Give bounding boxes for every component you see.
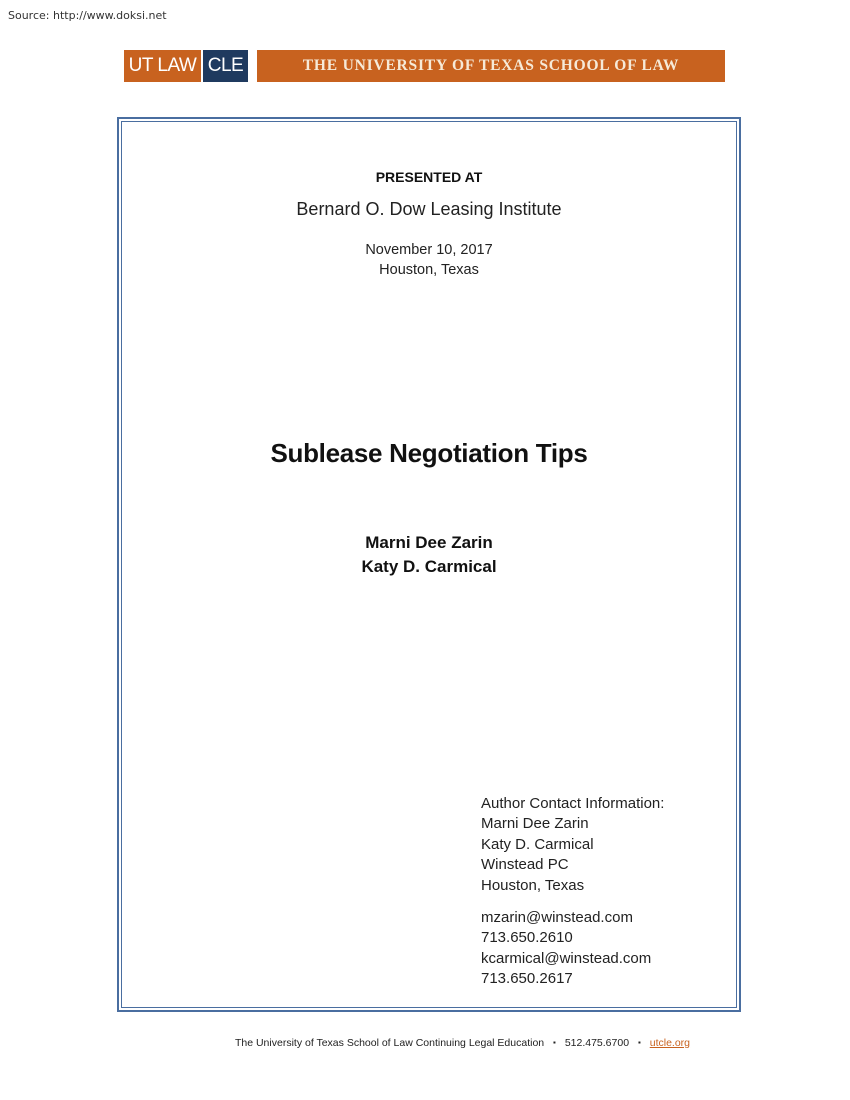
footer-phone: 512.475.6700 xyxy=(564,1037,630,1049)
institute-name: Bernard O. Dow Leasing Institute xyxy=(296,199,562,219)
author-name: Marni Dee Zarin xyxy=(365,533,493,552)
utcle-link[interactable]: utcle.org xyxy=(649,1037,691,1049)
contact-line: Winstead PC xyxy=(481,856,569,874)
contact-details-block xyxy=(481,908,651,990)
school-banner: THE UNIVERSITY OF TEXAS SCHOOL OF LAW xyxy=(257,50,725,82)
contact-info-block xyxy=(481,794,664,896)
footer-separator: ▪ xyxy=(637,1038,641,1047)
contact-line: Katy D. Carmical xyxy=(481,835,594,853)
footer-separator: ▪ xyxy=(553,1038,556,1047)
phone-text: 713.650.2610 xyxy=(481,929,573,947)
contact-line: Marni Dee Zarin xyxy=(481,815,589,833)
page-footer xyxy=(0,1037,850,1049)
event-date: November 10, 2017 xyxy=(365,242,493,258)
utlaw-logo: UT LAW xyxy=(124,50,201,82)
event-location: Houston, Texas xyxy=(379,262,479,278)
presented-at-label: PRESENTED AT xyxy=(375,169,483,185)
contact-line: Houston, Texas xyxy=(481,876,585,894)
author-name: Katy D. Carmical xyxy=(361,557,497,576)
footer-org: The University of Texas School of Law Continuing Legal Education xyxy=(234,1037,545,1049)
email-text: mzarin@winstead.com xyxy=(481,909,633,926)
document-title: Sublease Negotiation Tips xyxy=(270,438,588,468)
phone-text: 713.650.2617 xyxy=(481,970,573,988)
cle-logo: CLE xyxy=(203,50,248,82)
email-text: kcarmical@winstead.com xyxy=(481,949,652,967)
source-line: Source: http://www.doksi.net xyxy=(8,9,167,22)
contact-heading: Author Contact Information: xyxy=(481,795,665,812)
